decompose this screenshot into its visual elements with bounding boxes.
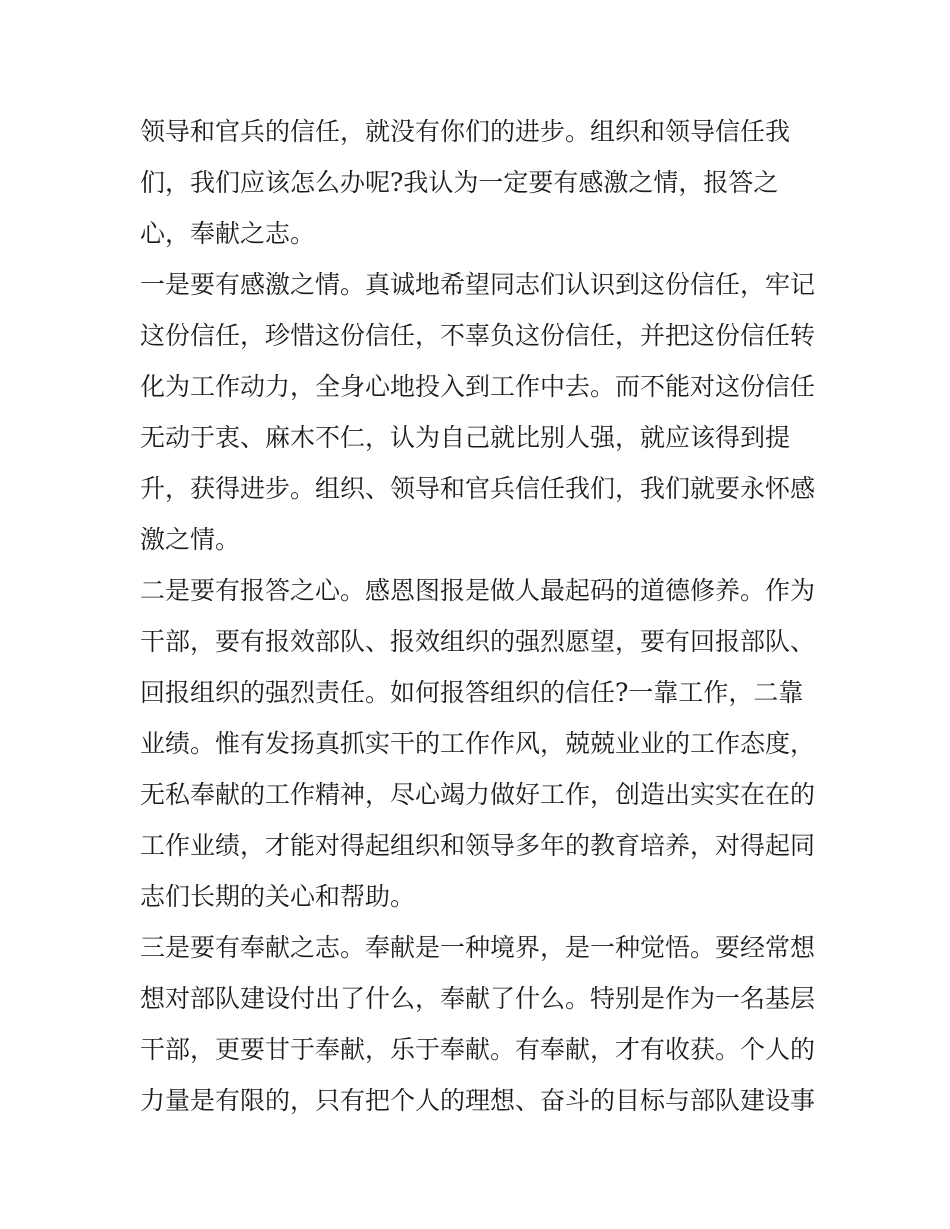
text-line: 干部，更要甘于奉献，乐于奉献。有奉献，才有收获。个人的 [140,1035,816,1064]
text-line: 二是要有报答之心。感恩图报是做人最起码的道德修养。作为 [140,576,816,605]
text-line: 无私奉献的工作精神，尽心竭力做好工作，创造出实实在在的 [140,780,816,809]
text-line: 心，奉献之志。 [140,219,316,248]
text-line: 业绩。惟有发扬真抓实干的工作作风，兢兢业业的工作态度， [140,729,816,758]
text-line: 化为工作动力，全身心地投入到工作中去。而不能对这份信任 [140,372,816,401]
text-line: 干部，要有报效部队、报效组织的强烈愿望，要有回报部队、 [140,627,816,656]
text-line: 一是要有感激之情。真诚地希望同志们认识到这份信任，牢记 [140,270,816,299]
text-line: 无动于衷、麻木不仁，认为自己就比别人强，就应该得到提 [140,423,791,452]
body-text [140,106,840,1126]
text-line: 工作业绩，才能对得起组织和领导多年的教育培养，对得起同 [140,831,816,860]
text-line: 力量是有限的，只有把个人的理想、奋斗的目标与部队建设事 [140,1086,816,1115]
text-line: 们，我们应该怎么办呢?我认为一定要有感激之情，报答之 [140,168,779,197]
text-line: 回报组织的强烈责任。如何报答组织的信任?一靠工作，二靠 [140,678,804,707]
text-line: 这份信任，珍惜这份信任，不辜负这份信任，并把这份信任转 [140,321,816,350]
text-line: 三是要有奉献之志。奉献是一种境界，是一种觉悟。要经常想 [140,933,816,962]
text-line: 志们长期的关心和帮助。 [140,882,416,911]
text-line: 想对部队建设付出了什么，奉献了什么。特别是作为一名基层 [140,984,816,1013]
text-line: 激之情。 [140,525,241,554]
text-line: 领导和官兵的信任，就没有你们的进步。组织和领导信任我 [140,117,791,146]
text-line: 升，获得进步。组织、领导和官兵信任我们，我们就要永怀感 [140,474,816,503]
